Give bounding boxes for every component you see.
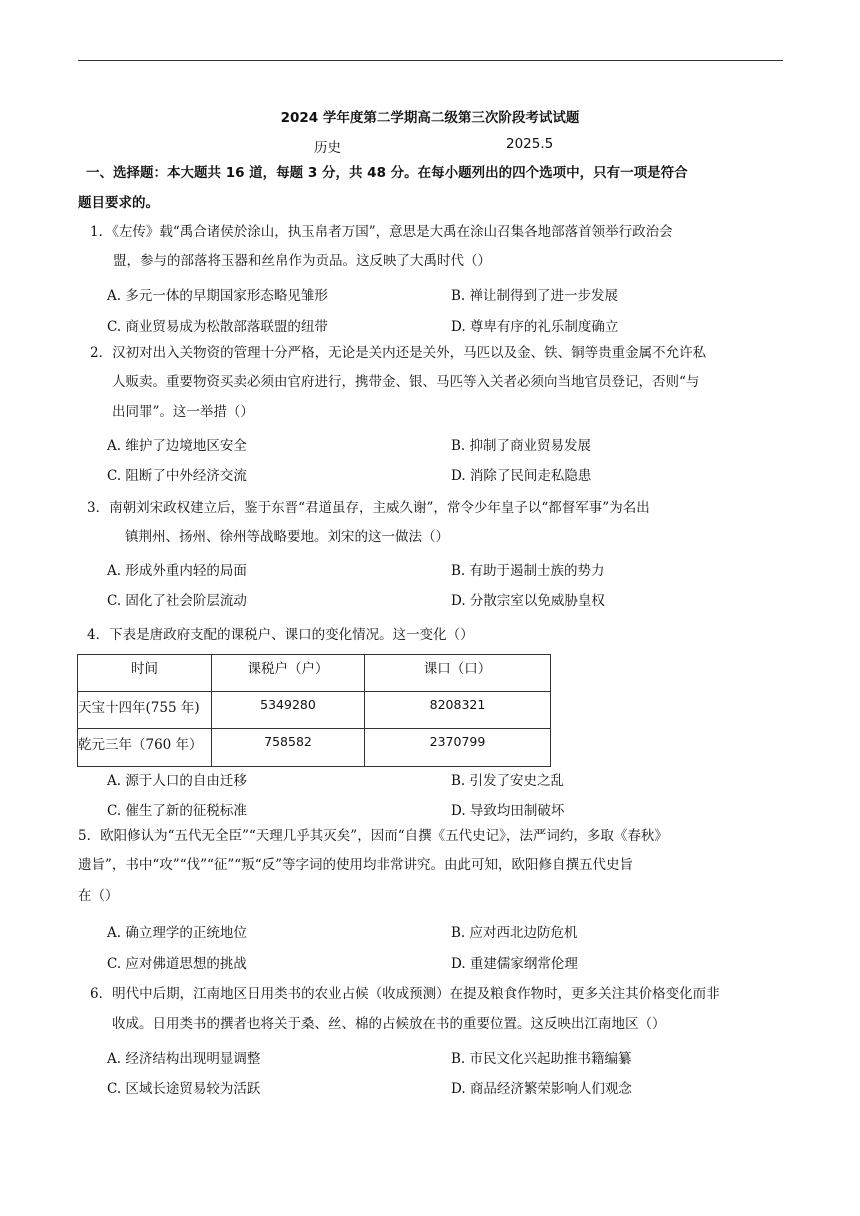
option-d: D. 导致均田制破坏 bbox=[451, 803, 565, 819]
question-stem: 2．汉初对出入关物资的管理十分严格，无论是关内还是关外，马匹以及金、铁、铜等贵重金属不允许私 bbox=[90, 345, 707, 361]
table-header: 课税户（户） bbox=[212, 655, 365, 692]
option-a: A. 源于人口的自由迁移 bbox=[107, 773, 247, 789]
question-stem: 6．明代中后期，江南地区日用类书的农业占候（收成预测）在提及粮食作物时，更多关注其价格变化而非 bbox=[90, 986, 720, 1002]
table-header: 时间 bbox=[78, 655, 212, 692]
option-b: B. 市民文化兴起助推书籍编纂 bbox=[451, 1051, 632, 1067]
option-c: C. 区域长途贸易较为活跃 bbox=[107, 1081, 261, 1097]
option-b: B. 禅让制得到了进一步发展 bbox=[451, 288, 619, 304]
question-stem: 出同罪”。这一举措（） bbox=[112, 404, 254, 420]
option-a: A. 形成外重内轻的局面 bbox=[107, 563, 247, 579]
table-row bbox=[78, 729, 551, 767]
option-d: D. 商品经济繁荣影响人们观念 bbox=[451, 1081, 632, 1097]
subject-label: 历史 bbox=[314, 140, 341, 156]
question-stem: 人贩卖。重要物资买卖必须由官府进行，携带金、银、马匹等入关者必须向当地官员登记，否则“与 bbox=[112, 374, 700, 390]
table-cell: 2370799 bbox=[365, 729, 551, 767]
option-b: B. 引发了安史之乱 bbox=[451, 773, 565, 789]
option-a: A. 经济结构出现明显调整 bbox=[107, 1051, 261, 1067]
table-cell: 758582 bbox=[212, 729, 365, 767]
question-stem: 4．下表是唐政府支配的课税户、课口的变化情况。这一变化（） bbox=[87, 627, 474, 643]
table-cell: 乾元三年（760 年） bbox=[78, 729, 212, 767]
option-d: D. 分散宗室以免威胁皇权 bbox=[451, 593, 605, 609]
question-stem: 1．《左传》载“禹合诸侯於涂山，执玉帛者万国”，意思是大禹在涂山召集各地部落首领举行政治会 bbox=[90, 224, 673, 240]
option-c: C. 应对佛道思想的挑战 bbox=[107, 956, 247, 972]
table-cell: 天宝十四年(755 年) bbox=[78, 692, 212, 729]
option-d: D. 尊卑有序的礼乐制度确立 bbox=[451, 319, 619, 335]
data-table bbox=[77, 654, 551, 767]
option-c: C. 商业贸易成为松散部落联盟的纽带 bbox=[107, 319, 328, 335]
option-d: D. 消除了民间走私隐患 bbox=[451, 468, 592, 484]
top-rule bbox=[78, 60, 783, 61]
exam-date: 2025.5 bbox=[506, 136, 554, 152]
table-row bbox=[78, 692, 551, 729]
option-a: A. 多元一体的早期国家形态略见雏形 bbox=[107, 288, 328, 304]
table-cell: 5349280 bbox=[212, 692, 365, 729]
question-stem: 收成。日用类书的撰者也将关于桑、丝、棉的占候放在书的重要位置。这反映出江南地区（） bbox=[112, 1016, 666, 1032]
table-cell: 8208321 bbox=[365, 692, 551, 729]
question-stem: 遗旨”，书中“攻”“伐”“征”“叛“反”等字词的使用均非常讲究。由此可知，欧阳修自撰五代史旨 bbox=[78, 857, 634, 873]
option-c: C. 催生了新的征税标准 bbox=[107, 803, 247, 819]
question-stem: 3．南朝刘宋政权建立后，鉴于东晋“君道虽存，主威久谢”，常令少年皇子以“都督军事”为名出 bbox=[87, 500, 650, 516]
section-heading-cont: 题目要求的。 bbox=[78, 195, 159, 211]
option-a: A. 维护了边境地区安全 bbox=[107, 438, 247, 454]
option-d: D. 重建儒家纲常伦理 bbox=[451, 956, 578, 972]
question-stem: 盟，参与的部落将玉器和丝帛作为贡品。这反映了大禹时代（） bbox=[113, 253, 491, 269]
option-b: B. 抑制了商业贸易发展 bbox=[451, 438, 592, 454]
question-stem: 5．欧阳修认为“五代无全臣”“天理几乎其灭矣”，因而“自撰《五代史记》，法严词约，多取《春秋》 bbox=[78, 828, 668, 844]
option-c: C. 固化了社会阶层流动 bbox=[107, 593, 247, 609]
option-a: A. 确立理学的正统地位 bbox=[107, 925, 247, 941]
option-b: B. 有助于遏制士族的势力 bbox=[451, 563, 605, 579]
table-header-row bbox=[78, 655, 551, 692]
question-stem: 镇荆州、扬州、徐州等战略要地。刘宋的这一做法（） bbox=[125, 529, 449, 545]
question-stem: 在（） bbox=[78, 888, 119, 904]
option-c: C. 阻断了中外经济交流 bbox=[107, 468, 247, 484]
exam-title: 2024 学年度第二学期高二级第三次阶段考试试题 bbox=[280, 110, 580, 126]
option-b: B. 应对西北边防危机 bbox=[451, 925, 578, 941]
table-header: 课口（口） bbox=[365, 655, 551, 692]
section-heading: 一、选择题：本大题共 16 道，每题 3 分，共 48 分。在每小题列出的四个选项中，只有一项是符合 bbox=[86, 165, 688, 181]
